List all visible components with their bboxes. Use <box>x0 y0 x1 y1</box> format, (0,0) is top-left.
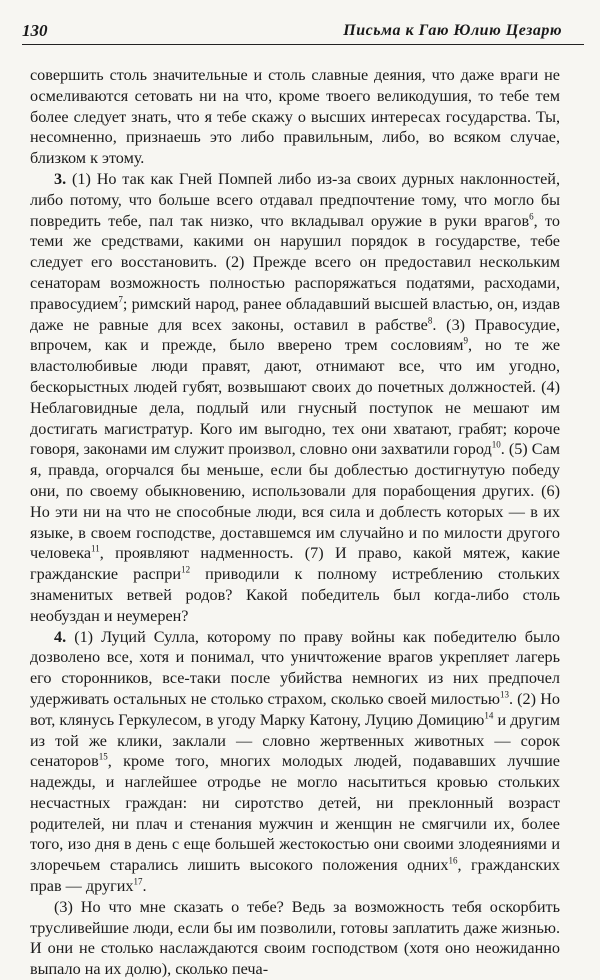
paragraph-text: . (2) Но вот, клянусь Геркулесом, в угоду Марку Катону, Луцию Домицию <box>30 689 560 729</box>
footnote-ref: 12 <box>181 564 191 575</box>
paragraph-text: приводили к полному истреблению стольких знаменитых ветвей родов? Какой победитель был когда-либо столь необуздан и неумерен? <box>30 565 560 625</box>
footnote-ref: 15 <box>98 751 108 762</box>
paragraph-text: . <box>142 877 147 896</box>
footnote-ref: 8 <box>427 315 433 326</box>
paragraph-text: . (5) Сам я, правда, огорчался бы меньше, если бы доблестью достигнутую победу они, по своему обыкновению, использовали для порабощения других. (6) Но эти ни на что не способные люди, вся сила и доблесть которых — в их языке, в своем господстве, доставшемся им случайно и по милости другого человека <box>30 440 560 563</box>
paragraph-text: , проявляют надменность. (7) И право, какой мятеж, какие гражданские распри <box>30 544 560 584</box>
paragraph-text: ; римский народ, ранее обладавший высшей властью, он, издав даже не равные для всех законы, оставил в рабстве <box>30 294 560 334</box>
paragraph-3 <box>30 897 560 980</box>
paragraph-text: . (3) Правосудие, впрочем, как и прежде, было вверено трем сословиям <box>30 315 560 355</box>
paragraph-text: (1) Луций Сулла, которому по праву войны как победителю было дозволено все, хотя и понимал, что уничтожение врагов укрепляет лагерь его сторонников, все-таки после убийства немногих из них предпочел удерживать остальных не столько страхом, сколько своей милостью <box>30 627 561 708</box>
section-4-paragraph <box>30 627 560 897</box>
footnote-ref: 11 <box>91 543 100 554</box>
footnote-ref: 9 <box>463 335 469 346</box>
paragraph-text: и другим из той же клики, заклали — словно жертвенных животных — сорок сенаторов <box>30 710 560 771</box>
footnote-ref: 13 <box>499 689 509 700</box>
footnote-ref: 17 <box>133 876 143 887</box>
paragraph-text: совершить столь значительные и столь славные деяния, что даже враги не осмеливаются сетовать ни на что, кроме твоего великодушия, то тебе тем более следует знать, что я тебе скажу о высших интересах государства. Ты, несомненно, признаешь это либо правильным, либо, во всяком случае, близком к этому. <box>30 66 560 168</box>
paragraph-text: , то теми же средствами, какими он нарушил порядок в государстве, тебе следует его восстановить. (2) Прежде всего он предоставил нескольким сенаторам возможность полностью распоряжаться податями, расходами, правосудием <box>30 211 560 313</box>
page-number: 130 <box>22 21 48 40</box>
footnote-ref: 10 <box>491 439 501 450</box>
paragraph-text: (3) Но что мне сказать о тебе? Ведь за возможность тебя оскорбить трусливейшие люди, если бы им позволили, готовы заплатить даже жизнью. И они не столько наслаждаются своим господством (хотя оно неожиданно выпало на их долю), сколько печа- <box>30 897 560 979</box>
running-title: Письма к Гаю Юлию Цезарю <box>343 22 562 39</box>
footnote-ref: 14 <box>484 710 494 721</box>
footnote-ref: 16 <box>448 855 458 866</box>
section-3-paragraph <box>30 169 560 627</box>
paragraph-text: , кроме того, многих молодых людей, подававших лучшие надежды, и наглейшее отродье не могло насытиться кровью стольких несчастных граждан: ни сиротство детей, ни преклонный возраст родителей, ни плач и стенания мужчин и женщин не смягчили их, более того, изо дня в день с еще большей жестокостью они своими злодеяниями и злоречьем старались лишить высокого положения одних <box>30 752 560 875</box>
section-number: 4. <box>54 627 67 646</box>
paragraph-text: (1) Но так как Гней Помпей либо из-за своих дурных наклонностей, либо потому, что больше всего отдавал предпочтение тому, что могло бы повредить тебе, пал так низко, что вкладывал оружие в руки врагов <box>30 169 561 230</box>
paragraph-continuation <box>30 65 560 169</box>
running-header <box>22 14 584 45</box>
section-number: 3. <box>54 169 67 188</box>
paragraph-text: , но те же властолюбивые люди правят, дают, отнимают все, что им угодно, бескорыстных людей губят, возвышают своих до почетных должностей. (4) Неблаговидные дела, подлый или гнусный поступок не мешают им достигать магистратур. Кого им выгодно, тех они хватают, грабят; короче говоря, законами им служит произвол, словно они захватили город <box>30 336 561 459</box>
footnote-ref: 6 <box>529 211 534 222</box>
paragraph-text: , гражданских прав — других <box>30 856 560 896</box>
footnote-ref: 7 <box>118 294 123 305</box>
body-text <box>30 65 560 980</box>
